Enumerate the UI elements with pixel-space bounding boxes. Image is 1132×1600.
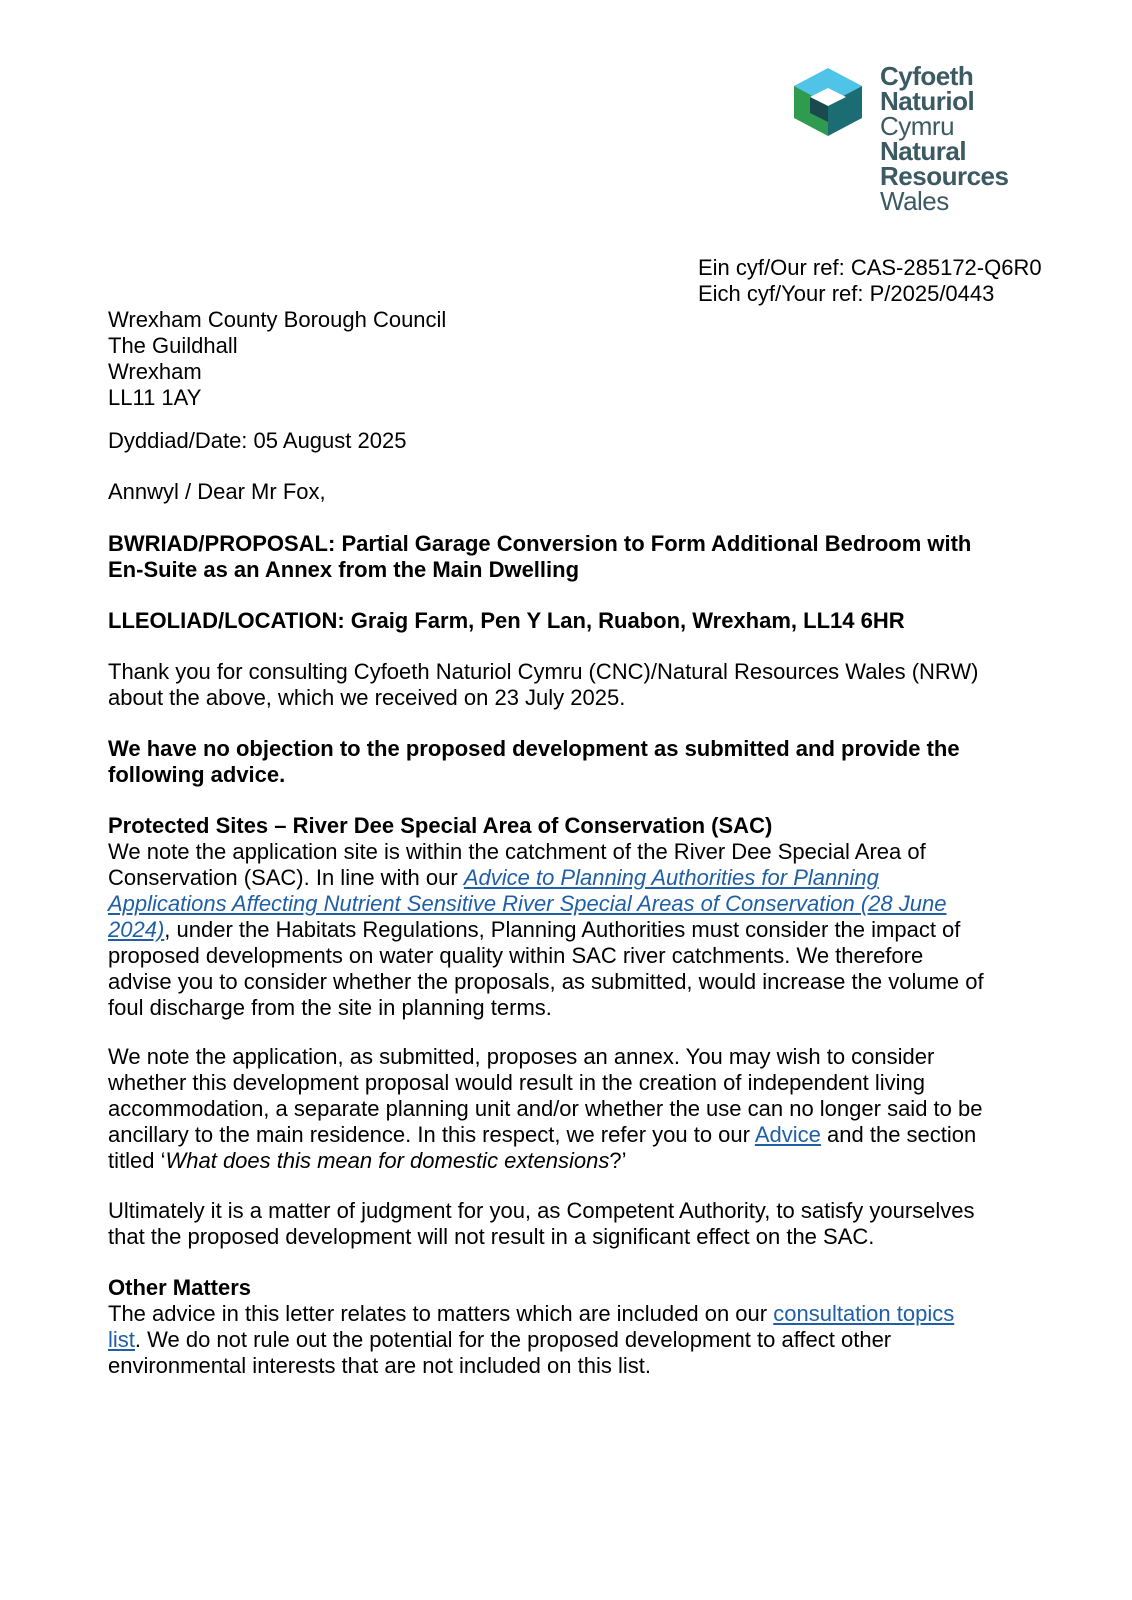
protected-sites-section: Protected Sites – River Dee Special Area of Conservation (SAC) We note the application site is within the catchment of the River Dee Special Area of Conservation (SAC). In line with our Advice to Planning Authorities for Planning Applications Affecting Nutrient Sensitive River Special Areas of Conservation (28 June 2024), under the Habitats Regulations, Planning Authorities must consider the impact of proposed developments on water quality within SAC river catchments. We therefore advise you to consider whether the proposals, as submitted, would increase the volume of foul discharge from the site in planning terms.	[108, 813, 1028, 1021]
salutation: Annwyl / Dear Mr Fox,	[108, 479, 326, 504]
protected-sites-heading: Protected Sites – River Dee Special Area of Conservation (SAC)	[108, 813, 773, 838]
logo-line-wales: Wales	[880, 186, 949, 216]
proposal-heading: BWRIAD/PROPOSAL: Partial Garage Conversion to Form Additional Bedroom with En-Suite as an Annex from the Main Dwelling	[108, 531, 972, 582]
logo-line-natural: Natural	[880, 136, 967, 166]
advice-link[interactable]: Advice	[754, 1122, 821, 1147]
advice-planning-authorities-link[interactable]: 2024)	[108, 917, 165, 942]
no-objection-statement: We have no objection to the proposed development as submitted and provide the following advice.	[108, 736, 960, 787]
consultation-topics-link[interactable]: list	[108, 1327, 135, 1352]
other-matters-section: Other Matters The advice in this letter relates to matters which are included on our consultation topics list. We do not rule out the potential for the proposed development to affect other environmental interests that are not included on this list.	[108, 1275, 1028, 1379]
logo-line-naturiol: Naturiol	[880, 86, 975, 116]
address-line: LL11 1AY	[108, 385, 202, 410]
reference-block	[698, 255, 1042, 307]
consultation-topics-link[interactable]: consultation topics	[773, 1301, 955, 1326]
letter-date: Dyddiad/Date: 05 August 2025	[108, 428, 407, 453]
logo-line-resources: Resources	[880, 161, 1009, 191]
nrw-logo	[790, 61, 1030, 224]
nrw-logo-text	[880, 61, 1009, 216]
advice-planning-authorities-link[interactable]: Advice to Planning Authorities for Planning	[463, 865, 879, 890]
judgment-paragraph: Ultimately it is a matter of judgment for you, as Competent Authority, to satisfy yourselves that the proposed development will not result in a significant effect on the SAC.	[108, 1198, 975, 1249]
address-line: Wrexham	[108, 359, 202, 384]
annex-paragraph: We note the application, as submitted, proposes an annex. You may wish to consider whether this development proposal would result in the creation of independent living accommodation, a separate planning unit and/or whether the use can no longer said to be ancillary to the main residence. In this respect, we refer you to our Advice and the section titled ‘What does this mean for domestic extensions?’	[108, 1044, 983, 1173]
logo-line-cymru: Cymru	[880, 111, 955, 141]
address-line: The Guildhall	[108, 333, 238, 358]
other-matters-heading: Other Matters	[108, 1275, 252, 1300]
your-reference: Eich cyf/Your ref: P/2025/0443	[698, 281, 995, 306]
location-heading: LLEOLIAD/LOCATION: Graig Farm, Pen Y Lan, Ruabon, Wrexham, LL14 6HR	[108, 608, 905, 633]
recipient-address	[108, 307, 1028, 411]
intro-paragraph: Thank you for consulting Cyfoeth Naturiol Cymru (CNC)/Natural Resources Wales (NRW) about the above, which we received on 23 July 2025.	[108, 659, 979, 710]
our-reference: Ein cyf/Our ref: CAS-285172-Q6R0	[698, 255, 1042, 280]
advice-planning-authorities-link[interactable]: Applications Affecting Nutrient Sensitive River Special Areas of Conservation (28 June	[108, 891, 947, 916]
nrw-logo-mark-icon	[790, 66, 866, 138]
address-line: Wrexham County Borough Council	[108, 307, 447, 332]
logo-line-cyfoeth: Cyfoeth	[880, 61, 974, 91]
